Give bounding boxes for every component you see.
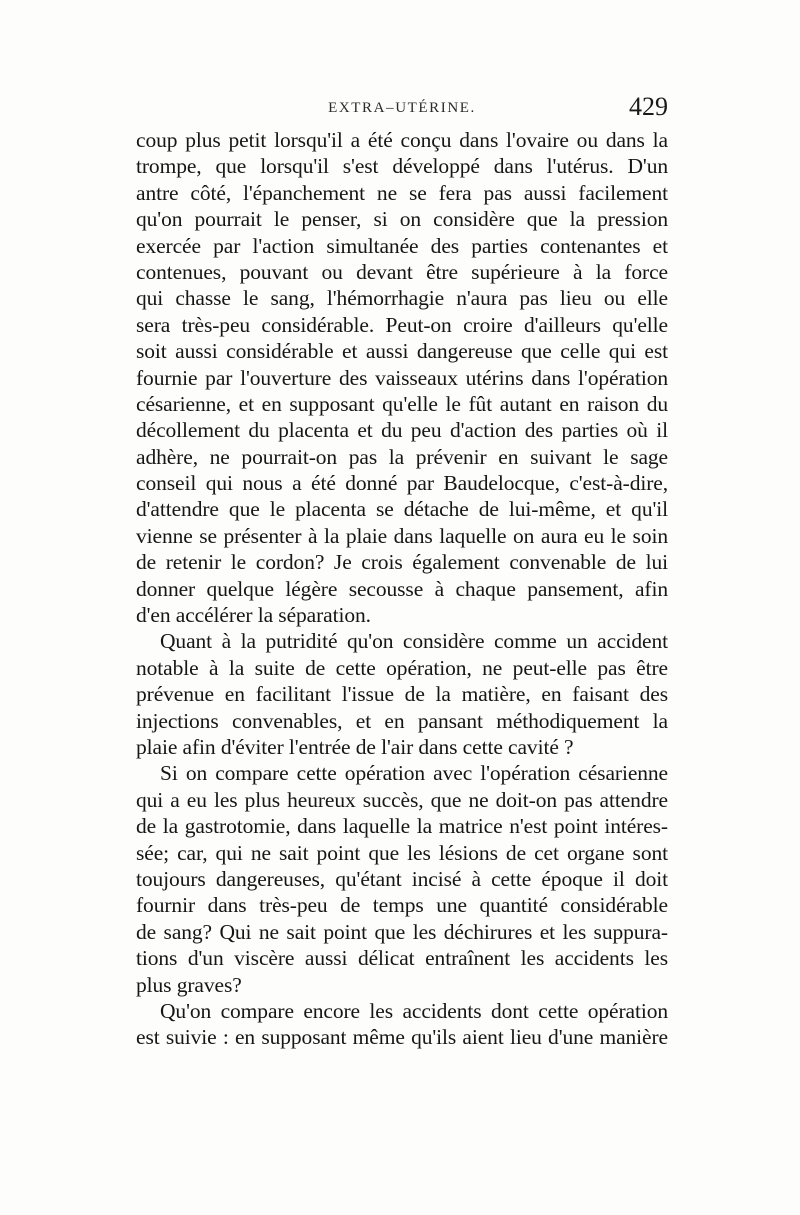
- text-line: soit aussi considérable et aussi dangereuse que celle qui est: [136, 339, 668, 364]
- text-line: qui chasse le sang, l'hémorrhagie n'aura pas lieu ou elle: [136, 286, 668, 311]
- text-line: adhère, ne pourrait-on pas la prévenir en suivant le sage: [136, 444, 668, 469]
- text-line: injections convenables, et en pansant méthodiquement la: [136, 708, 668, 733]
- running-header: [136, 92, 668, 122]
- text-line: de retenir le cordon? Je crois également convenable de lui: [136, 550, 668, 575]
- text-line: antre côté, l'épanchement ne se fera pas aussi facilement: [136, 180, 668, 205]
- text-line: contenues, pouvant ou devant être supérieure à la force: [136, 259, 668, 284]
- text-line: d'en accélérer la séparation.: [136, 603, 371, 628]
- text-line: exercée par l'action simultanée des parties contenantes et: [136, 233, 668, 258]
- text-line: plus graves?: [136, 972, 242, 997]
- text-line: sée; car, qui ne sait point que les lésions de cet organe sont: [136, 840, 668, 865]
- text-line: Si on compare cette opération avec l'opération césarienne: [160, 761, 668, 786]
- text-line: notable à la suite de cette opération, ne peut-elle pas être: [136, 655, 668, 680]
- text-line: trompe, que lorsqu'il s'est développé dans l'utérus. D'un: [136, 154, 668, 179]
- text-line: césarienne, et en supposant qu'elle le fût autant en raison du: [136, 391, 668, 416]
- text-line: de la gastrotomie, dans laquelle la matrice n'est point intéres-: [136, 814, 668, 839]
- text-line: vienne se présenter à la plaie dans laquelle on aura eu le soin: [136, 523, 668, 548]
- text-line: est suivie : en supposant même qu'ils aient lieu d'une manière: [136, 1025, 668, 1050]
- text-line: Quant à la putridité qu'on considère comme un accident: [160, 629, 668, 654]
- text-line: qu'on pourrait le penser, si on considère que la pression: [136, 207, 668, 232]
- text-line: fournir dans très-peu de temps une quantité considérable: [136, 893, 668, 918]
- text-line: de sang? Qui ne sait point que les déchirures et les suppura-: [136, 919, 668, 944]
- text-line: coup plus petit lorsqu'il a été conçu dans l'ovaire ou dans la: [136, 128, 668, 152]
- text-line: conseil qui nous a été donné par Baudelocque, c'est-à-dire,: [136, 471, 668, 496]
- page-number: 429: [629, 92, 668, 121]
- text-line: qui a eu les plus heureux succès, que ne doit-on pas attendre: [136, 787, 668, 812]
- text-line: tions d'un viscère aussi délicat entraînent les accidents les: [136, 946, 668, 971]
- running-title: EXTRA–UTÉRINE.: [328, 100, 476, 116]
- text-line: sera très-peu considérable. Peut-on croire d'ailleurs qu'elle: [136, 312, 668, 337]
- text-line: prévenue en facilitant l'issue de la matière, en faisant des: [136, 682, 668, 707]
- text-line: d'attendre que le placenta se détache de lui-même, et qu'il: [136, 497, 668, 522]
- body-text: [136, 127, 668, 1051]
- text-line: fournie par l'ouverture des vaisseaux utérins dans l'opération: [136, 365, 668, 390]
- text-line: Qu'on compare encore les accidents dont cette opération: [160, 998, 668, 1023]
- text-line: donner quelque légère secousse à chaque pansement, afin: [136, 576, 668, 601]
- text-line: toujours dangereuses, qu'étant incisé à cette époque il doit: [136, 866, 668, 891]
- text-line: décollement du placenta et du peu d'action des parties où il: [136, 418, 668, 443]
- text-line: plaie afin d'éviter l'entrée de l'air dans cette cavité ?: [136, 734, 574, 759]
